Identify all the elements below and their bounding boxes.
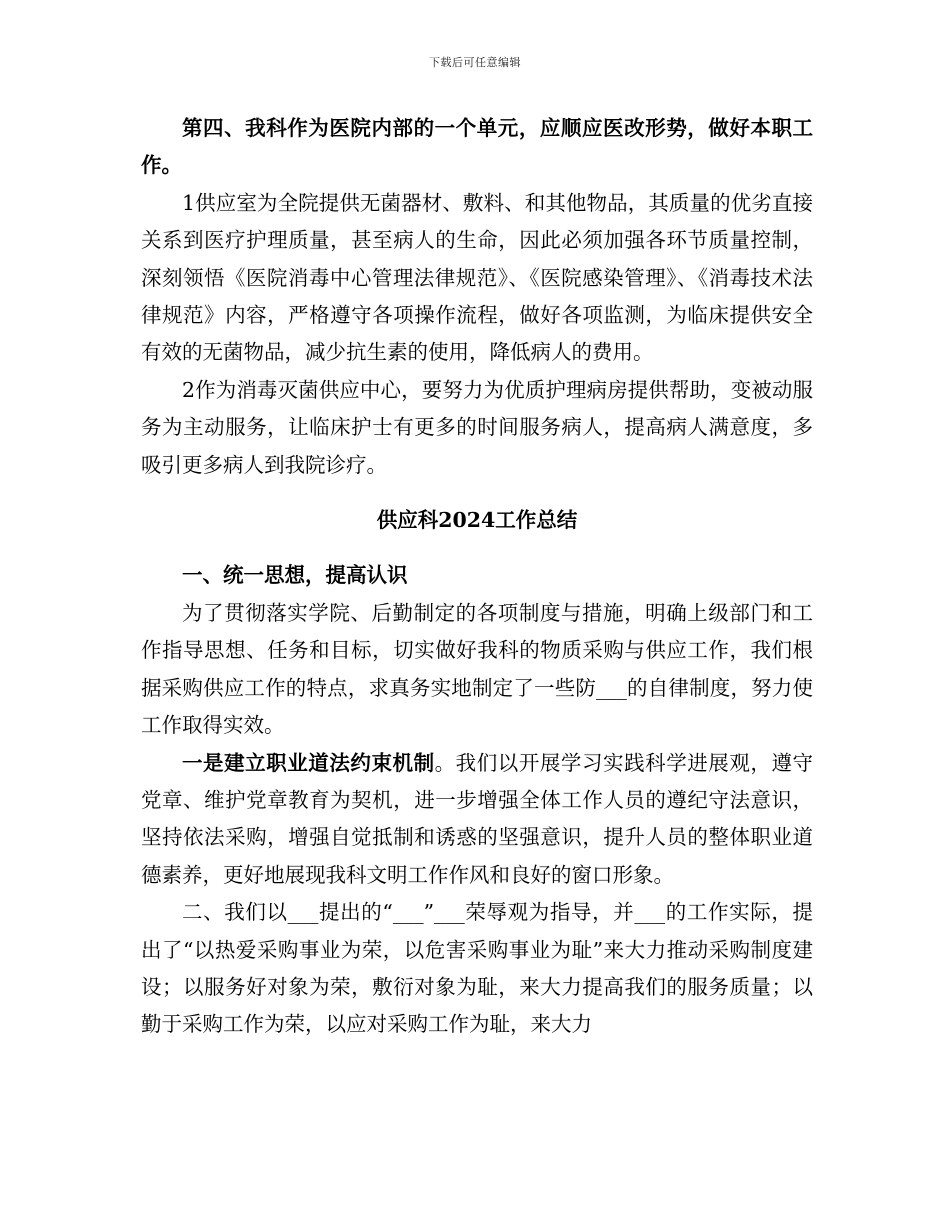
paragraph: 1供应室为全院提供无菌器材、敷料、和其他物品，其质量的优劣直接关系到医疗护理质量，甚至病人的生命，因此必须加强各环节质量控制，深刻领悟《医院消毒中心管理法律规范》、《医院感染管理》、《消毒技术法律规范》内容，严格遵守各项操作流程，做好各项监测，为临床提供安全有效的无菌物品，减少抗生素的使用，降低病人的费用。 [141, 190, 813, 365]
paragraph: 2作为消毒灭菌供应中心，要努力为优质护理病房提供帮助，变被动服务为主动服务，让临床护士有更多的时间服务病人，提高病人满意度，多吸引更多病人到我院诊疗。 [141, 377, 813, 477]
paragraph: 为了贯彻落实学院、后勤制定的各项制度与措施，明确上级部门和工作指导思想、任务和目标，切实做好我科的物质采购与供应工作，我们根据采购供应工作的特点，求真务实地制定了一些防___的自律制度，努力使工作取得实效。 [141, 600, 813, 738]
document-body [141, 110, 813, 1044]
page-header: 下载后可任意编辑 [429, 56, 521, 69]
paragraph: 二、我们以___提出的“___”___荣辱观为指导，并___的工作实际，提出了“以热爱采购事业为荣，以危害采购事业为耻”来大力推动采购制度建设；以服务好对象为荣，敷衍对象为耻，来大力提高我们的服务质量；以勤于采购工作为荣，以应对采购工作为耻，来大力 [141, 900, 813, 1037]
section-heading: 第四、我科作为医院内部的一个单元，应顺应医改形势，做好本职工作。 [141, 116, 813, 178]
paragraph-text: 。我们以开展学习实践科学进展观，遵守党章、维护党章教育为契机，进一步增强全体工作人员的遵纪守法意识，坚持依法采购，增强自觉抵制和诱惑的坚强意识，提升人员的整体职业道德素养，更好地展现我科文明工作作风和良好的窗口形象。 [141, 750, 814, 887]
lead-phrase: 一是建立职业道法约束机制 [182, 750, 435, 775]
paragraph [141, 745, 813, 895]
section-heading: 一、统一思想，提高认识 [182, 563, 408, 588]
document-title: 供应科2024工作总结 [376, 508, 578, 533]
